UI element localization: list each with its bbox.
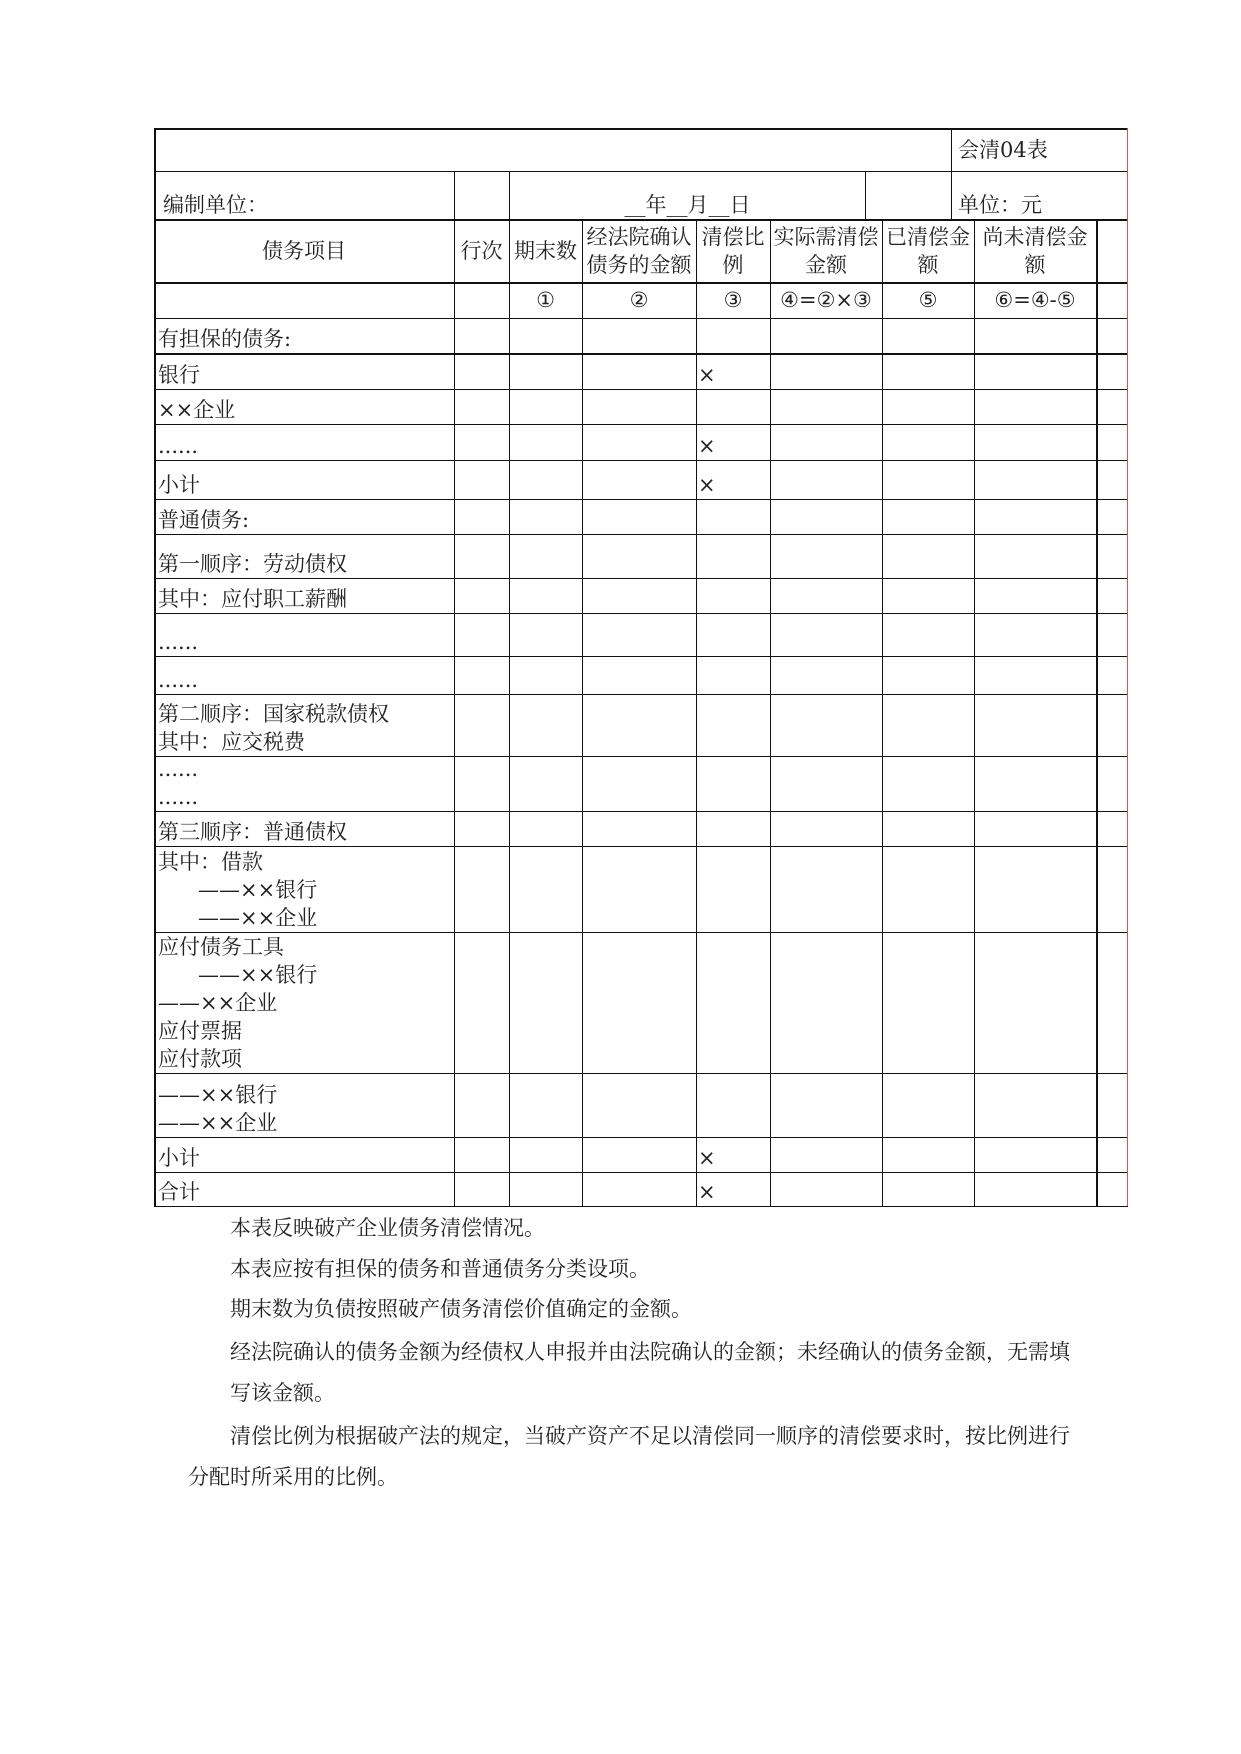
- col-header-line-no: [454, 220, 509, 282]
- row-label: [158, 1178, 200, 1206]
- grid-line: [582, 219, 583, 1206]
- col-header-court-confirmed-l1: 经法院确认: [586, 225, 692, 249]
- prepared-by-text: 编制单位：: [163, 193, 268, 217]
- row-label-line: ......: [158, 668, 199, 692]
- grid-line: [951, 128, 952, 172]
- row-label: [158, 432, 198, 460]
- row-label: [158, 471, 200, 499]
- note-5: 清偿比例为根据破产法的规定，当破产资产不足以清偿同一顺序的清偿要求时，按比例进行: [230, 1424, 1070, 1448]
- row-label: [158, 628, 198, 656]
- grid-line: [454, 219, 455, 1206]
- unit-text: 单位：元: [958, 193, 1042, 217]
- col-header-paid: [882, 220, 974, 282]
- note-1: 本表反映破产企业债务清偿情况。: [230, 1216, 545, 1240]
- unit-label: [958, 191, 1128, 221]
- index-actual-need: [770, 283, 882, 317]
- index-court-confirmed-text: ②: [629, 288, 649, 312]
- note-5-cont: 分配时所采用的比例。: [188, 1465, 398, 1489]
- row-label-line: 小计: [158, 1146, 200, 1170]
- row-label: [158, 585, 347, 613]
- col-header-court-confirmed: [582, 220, 696, 282]
- row-label-line: ......: [158, 630, 199, 654]
- note-4: 经法院确认的债务金额为经债权人申报并由法院确认的金额；未经确认的债务金额，无需填: [230, 1340, 1070, 1364]
- col-header-ratio-l2: 例: [722, 253, 744, 277]
- row-label-line: ——××银行: [198, 878, 318, 902]
- col-header-unpaid: [974, 220, 1096, 282]
- row-label: [158, 550, 347, 578]
- row-label: [158, 325, 291, 353]
- table-row: [155, 534, 453, 578]
- index-ratio: [696, 283, 770, 317]
- col-header-unpaid-l1: 尚未清偿金: [982, 225, 1088, 249]
- index-unpaid: [974, 283, 1096, 317]
- row-label: [158, 755, 198, 811]
- row-label: [158, 666, 198, 694]
- col-header-item-text: 债务项目: [262, 239, 346, 263]
- table-row: [155, 424, 453, 460]
- index-paid: [882, 283, 974, 317]
- table-row: [155, 318, 453, 353]
- row-label-line: ......: [158, 785, 199, 809]
- col-header-actual-need: [770, 220, 882, 282]
- table-row: [155, 811, 453, 846]
- index-ratio-text: ③: [723, 288, 743, 312]
- col-header-actual-need-l1: 实际需清偿: [773, 225, 879, 249]
- row-label: [158, 700, 389, 756]
- table-row: [155, 389, 453, 424]
- grid-line: [951, 171, 952, 219]
- table-row: [155, 578, 453, 613]
- row-label-line: 应付票据: [158, 1019, 242, 1043]
- note-3: 期末数为负债按照破产债务清偿价值确定的金额。: [230, 1297, 692, 1321]
- row-label-line: 第一顺序：劳动债权: [158, 552, 347, 576]
- ratio-mark: ×: [698, 473, 716, 497]
- table-row: [155, 756, 453, 811]
- row-label-line: 银行: [158, 363, 200, 387]
- grid-line: [509, 219, 510, 1206]
- form-number-text: 会清04表: [958, 138, 1048, 162]
- col-header-paid-l1: 已清偿金: [886, 225, 970, 249]
- row-label-line: 其中：借款: [158, 850, 263, 874]
- row-label: [158, 361, 200, 389]
- index-actual-need-text: ④=②×③: [780, 288, 872, 312]
- col-header-ratio: [696, 220, 770, 282]
- row-label-line: 有担保的债务:: [158, 327, 292, 351]
- ratio-mark: ×: [698, 363, 716, 387]
- col-header-unpaid-l2: 额: [1024, 253, 1046, 277]
- note-2: 本表应按有担保的债务和普通债务分类设项。: [230, 1257, 650, 1281]
- row-label-line: 小计: [158, 473, 200, 497]
- col-header-line-no-text: 行次: [460, 239, 503, 263]
- index-unpaid-text: ⑥=④-⑤: [994, 288, 1076, 312]
- table-row: [155, 499, 453, 534]
- row-label: [158, 506, 249, 534]
- row-label-line: 其中：应交税费: [158, 730, 305, 754]
- row-label-line: 应付款项: [158, 1047, 242, 1071]
- col-header-ratio-l1: 清偿比: [701, 225, 765, 249]
- grid-line: [454, 171, 455, 219]
- col-header-court-confirmed-l2: 债务的金额: [586, 253, 692, 277]
- row-label: [158, 848, 317, 932]
- col-header-item: [154, 220, 454, 282]
- row-label: [158, 818, 347, 846]
- table-row: [155, 1137, 453, 1172]
- row-label-line: ——××银行: [198, 963, 318, 987]
- table-row: [155, 656, 453, 694]
- col-header-paid-l2: 额: [917, 253, 939, 277]
- row-label: [158, 1144, 200, 1172]
- row-label-line: ——××企业: [158, 1111, 278, 1135]
- index-court-confirmed: [582, 283, 696, 317]
- table-row: [155, 353, 453, 389]
- row-label-line: 其中：应付职工薪酬: [158, 587, 347, 611]
- grid-line: [696, 219, 697, 1206]
- row-label-line: ......: [158, 434, 199, 458]
- report-date-text: __年__月__日: [624, 193, 751, 217]
- row-label-line: 应付债务工具: [158, 935, 284, 959]
- grid-line: [882, 219, 883, 1206]
- row-label: [158, 1081, 277, 1137]
- report-date: [510, 191, 865, 221]
- table-row: [155, 1073, 453, 1137]
- row-label-line: 合计: [158, 1180, 200, 1204]
- row-label-line: 普通债务:: [158, 508, 250, 532]
- grid-line: [974, 219, 975, 1206]
- ratio-mark: ×: [698, 1146, 716, 1170]
- table-row: [155, 694, 453, 756]
- ratio-mark: ×: [698, 1180, 716, 1204]
- grid-line: [154, 1206, 1128, 1207]
- row-label-line: ......: [158, 757, 199, 781]
- page-edge-line: [1127, 128, 1128, 1206]
- prepared-by-label: [163, 191, 403, 221]
- table-row: [155, 1172, 453, 1206]
- index-period-end: [509, 283, 582, 317]
- table-row: [155, 613, 453, 656]
- table-row: [155, 460, 453, 499]
- grid-line: [865, 171, 866, 219]
- row-label-line: 第三顺序：普通债权: [158, 820, 347, 844]
- row-label: [158, 396, 235, 424]
- row-label-line: ——××企业: [158, 991, 278, 1015]
- ratio-mark: ×: [698, 434, 716, 458]
- row-label: [158, 933, 317, 1073]
- row-label-line: ——××企业: [198, 906, 318, 930]
- index-paid-text: ⑤: [918, 288, 938, 312]
- row-label-line: ——××银行: [158, 1083, 278, 1107]
- row-label-line: 第二顺序：国家税款债权: [158, 702, 389, 726]
- table-row: [155, 932, 453, 1073]
- index-period-end-text: ①: [536, 288, 555, 312]
- grid-line: [770, 219, 771, 1206]
- col-header-period-end-text: 期末数: [514, 239, 577, 263]
- row-label-line: ××企业: [158, 398, 236, 422]
- table-row: [155, 846, 453, 932]
- note-4-cont: 写该金额。: [230, 1381, 335, 1405]
- form-number: [958, 128, 1128, 172]
- col-header-period-end: [509, 220, 582, 282]
- grid-line: [1096, 219, 1098, 1206]
- col-header-actual-need-l2: 金额: [805, 253, 847, 277]
